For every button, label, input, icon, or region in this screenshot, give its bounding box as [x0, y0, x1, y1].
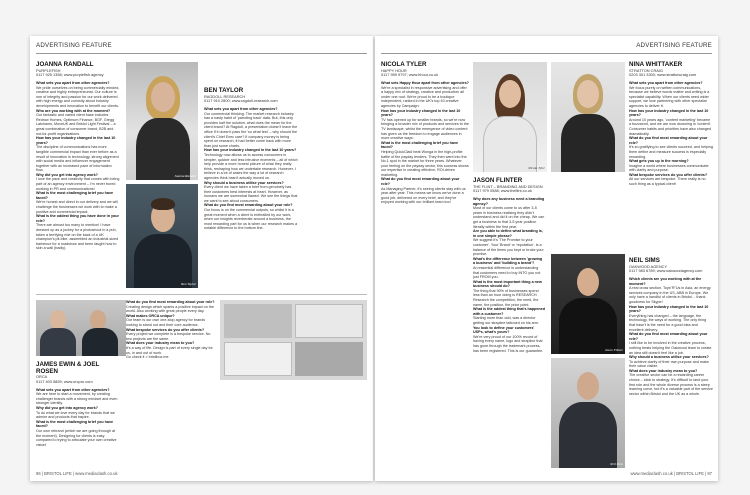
- answer: To do what we love every day for brands that we admire and products that inspire.: [36, 410, 115, 420]
- answer: The creative sector can be a rewarding career choice – stick to strategy. It's difficult to land your first role and the whole diverse process is a steep learning curve, but it's a valuable part of the service sector within Bristol and the UK as a whole.: [629, 373, 713, 396]
- question: What's the difference between 'growing a business' and 'building a brand'?: [473, 256, 543, 266]
- profile-contact: 0117 925 1358; www.purplefish.agency: [36, 72, 104, 78]
- answer: To achieve clarity of their own purpose and make their value visible.: [629, 359, 709, 369]
- profile-name: NEIL SIMS: [629, 257, 660, 264]
- advertising-feature-tag-left: ADVERTISING FEATURE: [36, 42, 112, 49]
- answer: There are almost too many to mention! I have dressed up as a jockey for a photoshoot in a pub, taken a terrifying ride on the back of a UK champion's pit-bike, assembled an industrial-sized barbecue for a roadshow and been taught how to skin a wall (badly).: [36, 223, 119, 251]
- profile-nina-whittaker: [629, 62, 713, 187]
- profile-neil-sims: [629, 258, 713, 396]
- photo-nicola-tyler: [473, 62, 547, 172]
- answer: Our fantastic and varied client base includes Redrow Homes, Optimum Finance, BGF, Gregg Latchams, MoveUK and Bristol Light Festival – a great combination of consumer brand, B2B and not-for-profit organisations.: [36, 113, 116, 136]
- profile-name: NINA WHITTAKER: [629, 61, 683, 68]
- section-divider: [36, 294, 367, 295]
- answer: It's so gratifying to see clients succeed, and helping them define and measure success is especially rewarding.: [629, 145, 713, 159]
- answer: I still like to be involved in the creative process; nothing beats helping the Oakwood team to create an idea still doesn't feel like a job.: [629, 341, 712, 355]
- answer: Our commercial thinking. The market research industry has a nasty habit of 'parroting back' data. But, this only provides half the solution, what does the mean for the client brand? At Ragdoll, a presentation doesn't leave the office if it doesn't pass the 'so what test' – why should the client's Chief Exec care? If company money is being spent on research, it had better come back with more than just some charts.: [204, 111, 298, 148]
- question: You look to define your customers' USPs, what's yours?: [473, 325, 535, 335]
- profile-name: JAMES EWIN & JOEL ROSEN: [36, 361, 100, 375]
- question: What do you find most rewarding about your role?: [629, 332, 708, 341]
- page-footer-right: www.mediaclash.co.uk | BRISTOL LIFE | 97: [630, 471, 712, 476]
- page-footer-left: 96 | BRISTOL LIFE | www.mediaclash.co.uk: [36, 471, 118, 476]
- question: Why does any business need a branding agency?: [473, 197, 545, 206]
- answer: We're very proud of our 100% record of having every name, logo and strapline that has gone through the trademark process, has been registered. This is our guarantee.: [473, 334, 544, 353]
- question: Why did you get into agency work?: [36, 405, 98, 410]
- question: How has your industry changed in the last 10 years?: [36, 136, 116, 145]
- photo-nina-whittaker: [551, 62, 625, 172]
- answer: Our team is our own one-stop agency for brands looking to stand out and their core audience.: [126, 318, 206, 327]
- profile-nicola-tyler: [381, 62, 469, 205]
- profile-company: THE FLINT – BRANDING AND DESIGN: [473, 183, 543, 189]
- answer: Every client we have taken a brief from genuinely has their customers best interests at heart. However, as humans we are somewhat flawed. We see the things that we want to see about consumers.: [204, 185, 298, 203]
- profile-name: NICOLA TYLER: [381, 61, 427, 68]
- question: What is the most challenging brief you have faced?: [381, 140, 459, 150]
- question: What bespoke services do you offer clients?: [126, 327, 205, 332]
- profile-contact: 0203 301 3300; www.strattoncraig.com: [629, 72, 697, 78]
- photo-ben-taylor: [126, 184, 198, 288]
- question: What sets you apart from other agencies?: [629, 81, 703, 85]
- photo-caption: Ben Taylor: [181, 282, 196, 286]
- answer: We're honest and direct in our delivery and we will challenge the businesses we work with to make a positive and commercial impact.: [36, 200, 118, 214]
- answer: As Managing Partner, it's seeing clients stay with us year after year. This means we know we've done a good job, delivered on every brief, and they've enjoyed working with our brilliant team too!: [381, 186, 466, 205]
- profile-company: RAGDOLL RESEARCH: [204, 93, 246, 99]
- question: Why did you get into agency work?: [36, 172, 98, 177]
- answer: Helping QuickClaid beat Wonga in the high-profile battle of the payday lenders. They then went into the No.1 spot in the market for three years. Whatever your feeling on the payday sector, this success shows our expertise in creating effective, ROI-driven marketing.: [381, 149, 469, 177]
- photo-caption: Jason Flinter: [604, 348, 623, 352]
- orca-work-images: [220, 300, 367, 380]
- profile-company: STRATTON CRAIG: [629, 67, 664, 73]
- answer: We focus purely on written communications, because we believe words matter and writing is a specialist capability. When our clients need wider support, we love partnering with other specialist agencies to deliver it.: [629, 85, 710, 108]
- profile-name: JASON FLINTER: [473, 177, 523, 184]
- question: What sets you apart from other agencies?: [204, 107, 278, 111]
- question: Why should a business utilise your services?: [204, 180, 284, 185]
- answer: Everything has changed – the language, the technology, the ways of working. The only thing that hasn't is the need for a good idea and excellent delivery.: [629, 313, 707, 332]
- question: Who are you working with at the moment?: [36, 108, 111, 113]
- profile-name: JOANNA RANDALL: [36, 61, 94, 68]
- call-to-action: Go check it > bristlbox.me: [126, 355, 169, 360]
- answer: TV has opened up for smaller brands, so we're now bringing a broader mix of products and services to the TV landscape, whilst the emergence of video content has given us the freedom to engage audiences in more creative ways.: [381, 117, 469, 141]
- question: What makes ORCA unique?: [126, 313, 175, 318]
- profile-contact: 0117 983 6789; www.oakwoodagency.com: [629, 268, 703, 274]
- profile-company: HAPPY HOUR: [381, 67, 407, 73]
- profile-ben-taylor: [204, 88, 298, 231]
- answer: Every project we complete is a bespoke service. No two projects are the same.: [126, 332, 211, 341]
- profile-contact: 0117 979 0588; www.theflint.co.uk: [473, 188, 532, 194]
- answer: We pride ourselves on being commercially minded, creative and highly entrepreneurial. Our culture is one of integrity and passion for our work delivered with high energy and curiosity about industry developments and innovation to benefit our clients.: [36, 85, 120, 108]
- profile-contact: 0117 910 2800; www.ragdoll-research.com: [204, 98, 278, 104]
- answer: An essential difference is understanding that customers need to buy INTO you not just FROM you.: [473, 265, 541, 280]
- answer: A real cross section. Toys"R"Us in Asia, an energy services company in the US, ABB in Europe. We only have a handful of clients in Bristol… thank goodness for Skype!: [629, 286, 711, 304]
- question: What do you find most rewarding about your role?: [381, 177, 460, 187]
- question: What do you find most rewarding about your role?: [204, 203, 293, 208]
- answer: Our focus is on the commercial outputs, so whilst it is a great moment when a client is enthralled by our work, when our insights reverberate around a business, the most rewarding part for us is when our research makes a notable difference to the bottom line.: [204, 208, 298, 231]
- question: What is the oddest thing that's happened with a customer?: [473, 307, 545, 316]
- profile-jason-flinter: [473, 178, 545, 353]
- answer: Starting more than odd, was a director getting our strapline tattooed on his arm.: [473, 316, 540, 326]
- question: What is the most challenging brief you have faced?: [36, 191, 114, 200]
- question: What is the most challenging brief you have faced?: [36, 419, 114, 429]
- answer: The discipline of communications has more tangible commercial impact than ever before as a result of innovation in technology, strong alignment with social media and influencer engagement together with an increased pace of information flow.: [36, 145, 119, 173]
- question: Why should a business utilise your services?: [629, 355, 709, 360]
- advertising-feature-tag-right: ADVERTISING FEATURE: [636, 42, 712, 49]
- answer: We are here to start a movement, by creating challenger brands with a strong mindset and even stronger identity.: [36, 392, 118, 406]
- question: What do you find most rewarding about your role?: [126, 300, 215, 304]
- profile-joanna-randall: [36, 62, 120, 251]
- photo-caption: Nicola Tyler: [528, 166, 545, 170]
- photo-caption: Joanna Randall: [174, 174, 196, 178]
- answer: Creating design which sparks a positive impact on the world. Also working with great people every day.: [126, 304, 214, 314]
- profile-company: OAKWOOD AGENCY: [629, 263, 668, 269]
- question: What bespoke services do you offer clients?: [629, 172, 708, 177]
- question: What sets you apart from other agencies?: [36, 81, 110, 85]
- answer: I love the pace and creativity that comes with being part of an agency environment – I'm never bored working in PR and communications!: [36, 177, 120, 191]
- question: What is the most important thing a new business should do?: [473, 279, 542, 289]
- answer: Technology now allows us to access consumers in simpler, quicker and less intrusive moments – all of which help provide a more honest picture of what they really think, reshaping how we undertake research. However, I believe in a lot of cases the way a lot of research agencies think hasn't actually moved on.: [204, 152, 298, 180]
- answer: Around 10 years ago, 'content marketing' became a buzzword, and we are now drowning in 'content'. Consumer habits and priorities have also changed dramatically.: [629, 117, 712, 136]
- question: How has your industry changed in the last 10 years?: [629, 304, 709, 314]
- profile-james-ewin-continued: [126, 300, 216, 360]
- answer: It's a way of life. Design is part of every single day for us, in and out of work.: [126, 345, 213, 355]
- answer: We're a specialist in responsive advertising and offer a happy mix of strategy, creative and production all under one roof. We're proud to be a boutique independent, ranked in the UK's top 40 creative agencies by Campaign.: [381, 85, 467, 108]
- photo-neil-sims: [551, 358, 625, 468]
- question: What sets Happy Hour apart from other agencies?: [381, 81, 469, 85]
- profile-james-ewin-joel-rosen: [36, 362, 120, 447]
- question: How has your industry changed in the last 10 years?: [629, 108, 709, 118]
- photo-joanna-randall: [126, 62, 198, 180]
- right-page: [375, 36, 718, 481]
- profile-name: BEN TAYLOR: [204, 87, 244, 94]
- profile-contact: 0117 959 9797; www.hhour.co.uk: [381, 72, 439, 78]
- question: What sets you apart from other agencies?: [36, 387, 110, 392]
- answer: Imagine a world where businesses communicate with clarity and purpose.: [629, 163, 709, 173]
- question: What does your industry mean to you?: [629, 368, 698, 373]
- photo-jason-flinter: [551, 254, 625, 354]
- question: How has your industry changed in the last 10 years?: [381, 108, 461, 118]
- question: How has your industry changed in the last 10 years?: [204, 148, 297, 153]
- question: Are you able to define what branding is, in one simple phrase?: [473, 229, 543, 238]
- answer: We suggest it's 'The Promise to your customer'. Your 'Brand' or 'reputation', is a balance of the times you kept or broke your promise.: [473, 238, 544, 257]
- answer: Our own rebrand (which we are going through at the moment). Designing for clients is easy compared to trying to articulate your own creative vision!: [36, 428, 117, 447]
- question: What gets you up in the morning?: [629, 159, 689, 164]
- profile-contact: 0117 403 5859; www.orcpro.com: [36, 378, 93, 384]
- profile-company: PURPLEFISH: [36, 67, 61, 73]
- photo-caption: Neil Sims: [610, 462, 623, 466]
- answer: The thing that 90% of businesses spend less than an hour doing is RESEARCH. Research the competition, the need, the name, the position, the price point.: [473, 288, 539, 307]
- left-page: [30, 36, 373, 481]
- header-rule-left: [36, 53, 367, 54]
- question: What does your industry mean to you?: [126, 341, 195, 346]
- header-rule-right: [381, 53, 712, 54]
- photo-james-ewin-joel-rosen: [36, 300, 126, 356]
- question: What is the oddest thing you have done in your role?: [36, 214, 119, 223]
- profile-company: ORCA: [36, 374, 48, 380]
- question: What do you find most rewarding about your role?: [629, 136, 708, 145]
- answer: All our services are bespoke. There really is no such thing as a typical client!: [629, 177, 706, 187]
- question: Which clients are you working with at the moment?: [629, 277, 702, 286]
- answer: Most of our clients come to us after 3-5 years in business realising they didn't understand and did it on the cheap. We can get a business to that 3-5 year position literally within the first year.: [473, 206, 545, 229]
